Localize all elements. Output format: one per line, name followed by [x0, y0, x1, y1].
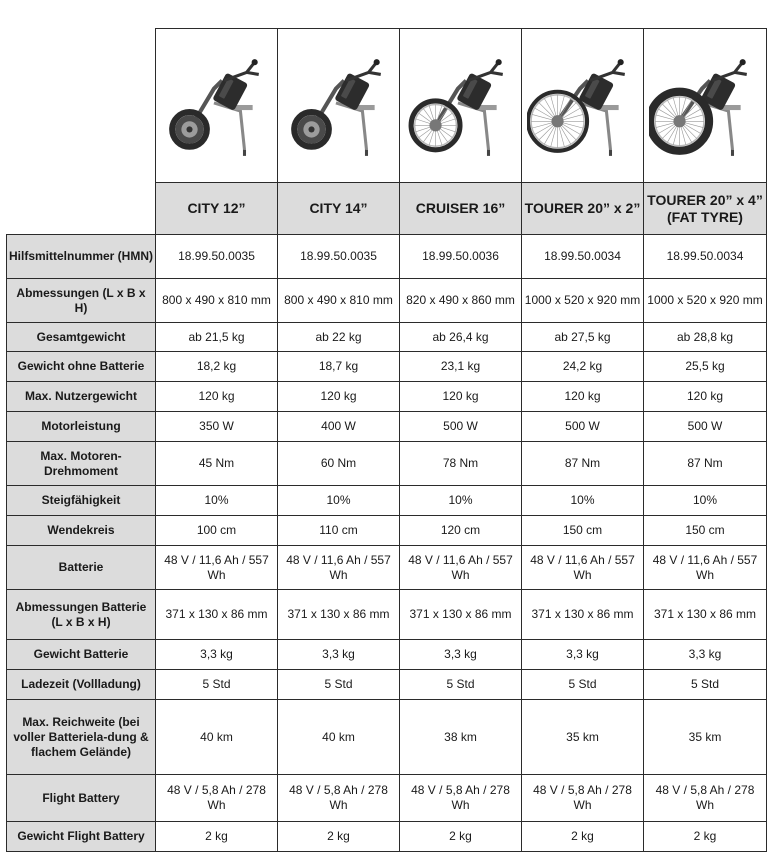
model-image-cell [400, 29, 522, 183]
spec-row [7, 486, 767, 516]
spec-value: 371 x 130 x 86 mm [522, 590, 644, 640]
spec-label: Max. Reichweite (bei voller Batteriela-dung & flachem Gelände) [7, 700, 156, 775]
spec-label: Abmessungen (L x B x H) [7, 279, 156, 323]
spec-row [7, 590, 767, 640]
spec-value: 5 Std [644, 670, 767, 700]
spec-label: Gewicht Batterie [7, 640, 156, 670]
model-image-cell [278, 29, 400, 183]
spec-value: 800 x 490 x 810 mm [278, 279, 400, 323]
spec-value: 2 kg [522, 822, 644, 852]
spec-label: Abmessungen Batterie (L x B x H) [7, 590, 156, 640]
spec-value: 500 W [644, 412, 767, 442]
spec-label: Gesamtgewicht [7, 323, 156, 352]
spec-value: 48 V / 5,8 Ah / 278 Wh [156, 775, 278, 822]
spec-label: Flight Battery [7, 775, 156, 822]
model-header-row [7, 183, 767, 235]
model-name: CITY 12” [156, 183, 278, 235]
spec-value: 48 V / 11,6 Ah / 557 Wh [644, 546, 767, 590]
image-row [7, 29, 767, 183]
spec-value: 2 kg [644, 822, 767, 852]
spec-value: 3,3 kg [522, 640, 644, 670]
spec-value: 371 x 130 x 86 mm [400, 590, 522, 640]
model-image-cell [644, 29, 767, 183]
spec-value: 120 kg [644, 382, 767, 412]
spec-row [7, 516, 767, 546]
spec-value: 500 W [400, 412, 522, 442]
spec-label: Batterie [7, 546, 156, 590]
spec-label: Wendekreis [7, 516, 156, 546]
spec-value: 5 Std [156, 670, 278, 700]
spec-value: 150 cm [644, 516, 767, 546]
spec-value: 110 cm [278, 516, 400, 546]
spec-value: ab 22 kg [278, 323, 400, 352]
spec-value: 2 kg [400, 822, 522, 852]
spec-value: 820 x 490 x 860 mm [400, 279, 522, 323]
spec-value: ab 26,4 kg [400, 323, 522, 352]
spec-value: ab 28,8 kg [644, 323, 767, 352]
spec-value: 371 x 130 x 86 mm [278, 590, 400, 640]
spec-row [7, 382, 767, 412]
model-name: CITY 14” [278, 183, 400, 235]
spec-value: 500 W [522, 412, 644, 442]
spec-label: Gewicht Flight Battery [7, 822, 156, 852]
model-image-cell [156, 29, 278, 183]
spec-table [6, 28, 767, 852]
spec-label: Steigfähigkeit [7, 486, 156, 516]
spec-value: 48 V / 11,6 Ah / 557 Wh [156, 546, 278, 590]
spec-value: 371 x 130 x 86 mm [644, 590, 767, 640]
spec-value: 371 x 130 x 86 mm [156, 590, 278, 640]
spec-value: 40 km [156, 700, 278, 775]
spec-value: 5 Std [522, 670, 644, 700]
spec-row [7, 670, 767, 700]
corner-cell [7, 29, 156, 183]
spec-value: 35 km [522, 700, 644, 775]
spec-value: 100 cm [156, 516, 278, 546]
spec-value: ab 21,5 kg [156, 323, 278, 352]
spec-row [7, 700, 767, 775]
spec-value: 120 kg [400, 382, 522, 412]
spec-value: 40 km [278, 700, 400, 775]
spec-value: 18,2 kg [156, 352, 278, 382]
handbike-tourer-20x2-icon [522, 50, 643, 162]
spec-value: 48 V / 5,8 Ah / 278 Wh [278, 775, 400, 822]
spec-value: 48 V / 5,8 Ah / 278 Wh [522, 775, 644, 822]
spec-value: 38 km [400, 700, 522, 775]
spec-row [7, 235, 767, 279]
spec-value: 18.99.50.0036 [400, 235, 522, 279]
spec-value: 1000 x 520 x 920 mm [522, 279, 644, 323]
spec-row [7, 412, 767, 442]
spec-value: 150 cm [522, 516, 644, 546]
spec-row [7, 822, 767, 852]
spec-value: 18.99.50.0034 [522, 235, 644, 279]
spec-label: Motorleistung [7, 412, 156, 442]
spec-value: 5 Std [278, 670, 400, 700]
spec-value: 48 V / 11,6 Ah / 557 Wh [278, 546, 400, 590]
spec-value: 3,3 kg [278, 640, 400, 670]
spec-value: 2 kg [278, 822, 400, 852]
spec-value: 18.99.50.0035 [156, 235, 278, 279]
spec-value: 800 x 490 x 810 mm [156, 279, 278, 323]
spec-row [7, 775, 767, 822]
spec-label: Max. Nutzergewicht [7, 382, 156, 412]
spec-row [7, 279, 767, 323]
spec-value: 78 Nm [400, 442, 522, 486]
spec-value: 10% [156, 486, 278, 516]
spec-value: ab 27,5 kg [522, 323, 644, 352]
spec-value: 18.99.50.0035 [278, 235, 400, 279]
spec-value: 48 V / 5,8 Ah / 278 Wh [400, 775, 522, 822]
spec-value: 24,2 kg [522, 352, 644, 382]
handbike-city-12-icon [156, 50, 277, 162]
spec-value: 87 Nm [522, 442, 644, 486]
spec-value: 5 Std [400, 670, 522, 700]
spec-value: 10% [400, 486, 522, 516]
spec-row [7, 442, 767, 486]
spec-value: 120 kg [156, 382, 278, 412]
spec-value: 45 Nm [156, 442, 278, 486]
spec-value: 120 kg [522, 382, 644, 412]
spec-value: 48 V / 11,6 Ah / 557 Wh [400, 546, 522, 590]
spec-value: 35 km [644, 700, 767, 775]
spec-value: 3,3 kg [644, 640, 767, 670]
spec-value: 2 kg [156, 822, 278, 852]
spec-value: 60 Nm [278, 442, 400, 486]
spec-value: 120 kg [278, 382, 400, 412]
spec-value: 10% [522, 486, 644, 516]
spec-value: 1000 x 520 x 920 mm [644, 279, 767, 323]
spec-value: 350 W [156, 412, 278, 442]
spec-row [7, 352, 767, 382]
spec-label: Max. Motoren-Drehmoment [7, 442, 156, 486]
model-name: TOURER 20” x 4” (FAT TYRE) [644, 183, 767, 235]
spec-label: Ladezeit (Vollladung) [7, 670, 156, 700]
handbike-city-14-icon [278, 50, 399, 162]
handbike-tourer-20x4-icon [644, 50, 766, 162]
spec-value: 120 cm [400, 516, 522, 546]
spec-row [7, 323, 767, 352]
spec-label: Gewicht ohne Batterie [7, 352, 156, 382]
spec-value: 23,1 kg [400, 352, 522, 382]
spec-value: 18,7 kg [278, 352, 400, 382]
spec-value: 87 Nm [644, 442, 767, 486]
spec-value: 25,5 kg [644, 352, 767, 382]
spec-value: 48 V / 11,6 Ah / 557 Wh [522, 546, 644, 590]
spec-value: 3,3 kg [400, 640, 522, 670]
spec-value: 3,3 kg [156, 640, 278, 670]
model-name: CRUISER 16” [400, 183, 522, 235]
spec-value: 10% [644, 486, 767, 516]
model-image-cell [522, 29, 644, 183]
spec-row [7, 640, 767, 670]
spec-value: 400 W [278, 412, 400, 442]
spec-row [7, 546, 767, 590]
spec-value: 18.99.50.0034 [644, 235, 767, 279]
spec-label: Hilfsmittelnummer (HMN) [7, 235, 156, 279]
corner-cell [7, 183, 156, 235]
model-name: TOURER 20” x 2” [522, 183, 644, 235]
spec-value: 10% [278, 486, 400, 516]
handbike-cruiser-16-icon [400, 50, 521, 162]
spec-value: 48 V / 5,8 Ah / 278 Wh [644, 775, 767, 822]
